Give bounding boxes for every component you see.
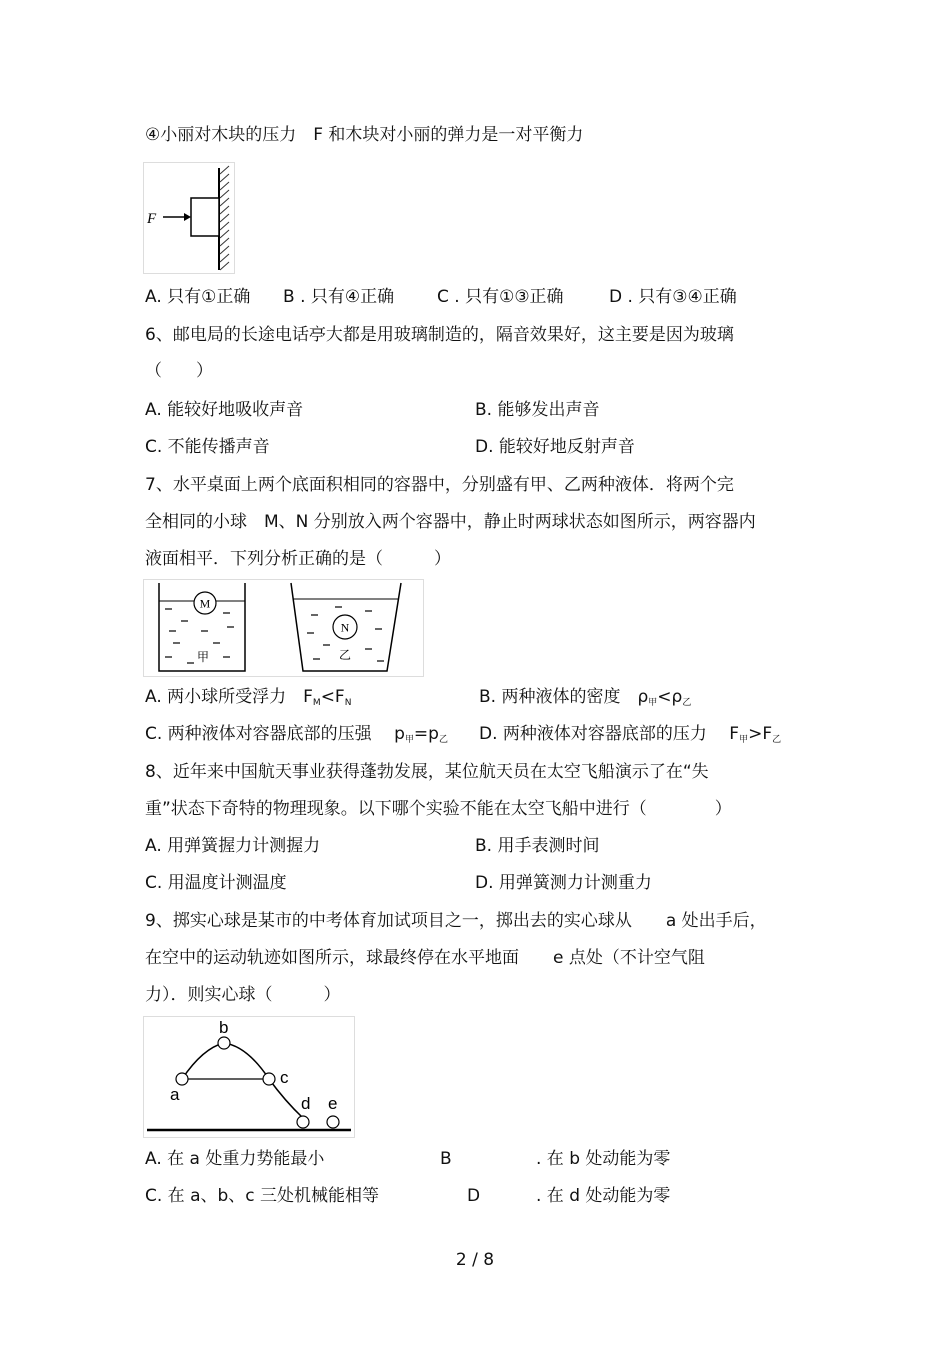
q6-option-a: A. 能较好地吸收声音 (145, 400, 304, 420)
liquid-jia-label: 甲 (197, 650, 210, 664)
q7-option-d: D. 两种液体对容器底部的压力 $F_甲>F_乙$ (479, 724, 782, 745)
point-b-label: b (219, 1018, 229, 1037)
q9-stem-line-3: 力）．则实心球（ ） (145, 985, 341, 1005)
page-number: 2 / 8 (455, 1250, 495, 1270)
point-a-label: a (170, 1085, 180, 1104)
q8-option-b: B. 用手表测时间 (475, 836, 600, 856)
ball-n-label: N (340, 620, 350, 635)
q7-option-a: A. 两小球所受浮力 $F_M<F_N$ (145, 687, 352, 708)
q7-option-b: B. 两种液体的密度 $\rho_甲<\rho_乙$ (479, 687, 692, 708)
q6-option-d: D. 能较好地反射声音 (475, 437, 635, 457)
liquid-yi-label: 乙 (339, 648, 352, 662)
q9-stem-line-1: 9、掷实心球是某市的中考体育加试项目之一，掷出去的实心球从 a 处出手后， (145, 911, 767, 931)
q6-stem-line-2: （ ） (145, 361, 213, 381)
q9-option-a: A. 在 a 处重力势能最小 (145, 1149, 325, 1169)
q9-option-b-text: . 在 b 处动能为零 (536, 1149, 671, 1169)
point-c-label: c (280, 1068, 289, 1087)
q8-stem-line-2: 重”状态下奇特的物理现象。以下哪个实验不能在太空飞船中进行（ ） (145, 799, 732, 819)
q5-option-b: B . 只有④正确 (283, 287, 395, 307)
q7-option-c: C. 两种液体对容器底部的压强 $p_甲=p_乙$ (145, 724, 448, 745)
q6-option-b: B. 能够发出声音 (475, 400, 600, 420)
q8-stem-line-1: 8、近年来中国航天事业获得蓬勃发展，某位航天员在太空飞船演示了在“失 (145, 762, 709, 782)
q7-stem-line-3: 液面相平．下列分析正确的是（ ） (145, 549, 451, 569)
q9-option-d-text: . 在 d 处动能为零 (536, 1186, 671, 1206)
q8-option-c: C. 用温度计测温度 (145, 873, 287, 893)
q8-option-d: D. 用弹簧测力计测重力 (475, 873, 652, 893)
q9-trajectory-figure (143, 1016, 355, 1138)
q7-containers-figure (143, 579, 424, 677)
point-e-label: e (328, 1094, 338, 1113)
q9-option-d-letter: D (467, 1186, 481, 1206)
q8-option-a: A. 用弹簧握力计测握力 (145, 836, 321, 856)
force-f-label: F (147, 211, 157, 227)
q5-wall-block-figure (143, 162, 235, 274)
q5-option-a: A. 只有①正确 (145, 287, 251, 307)
q5-option-c: C . 只有①③正确 (437, 287, 564, 307)
q6-stem-line-1: 6、邮电局的长途电话亭大都是用玻璃制造的，隔音效果好，这主要是因为玻璃 (145, 325, 734, 345)
ball-m-label: M (199, 596, 211, 611)
point-d-label: d (301, 1094, 311, 1113)
q7-stem-line-2: 全相同的小球 M、N 分别放入两个容器中，静止时两球状态如图所示，两容器内 (145, 512, 756, 532)
q7-stem-line-1: 7、水平桌面上两个底面积相同的容器中，分别盛有甲、乙两种液体．将两个完 (145, 475, 734, 495)
q5-statement-4: ④小丽对木块的压力 F 和木块对小丽的弹力是一对平衡力 (145, 125, 584, 145)
q6-option-c: C. 不能传播声音 (145, 437, 270, 457)
q9-option-c: C. 在 a、b、c 三处机械能相等 (145, 1186, 380, 1206)
q9-option-b-letter: B (440, 1149, 452, 1169)
q5-option-d: D . 只有③④正确 (609, 287, 737, 307)
q9-stem-line-2: 在空中的运动轨迹如图所示，球最终停在水平地面 e 点处（不计空气阻 (145, 948, 705, 968)
